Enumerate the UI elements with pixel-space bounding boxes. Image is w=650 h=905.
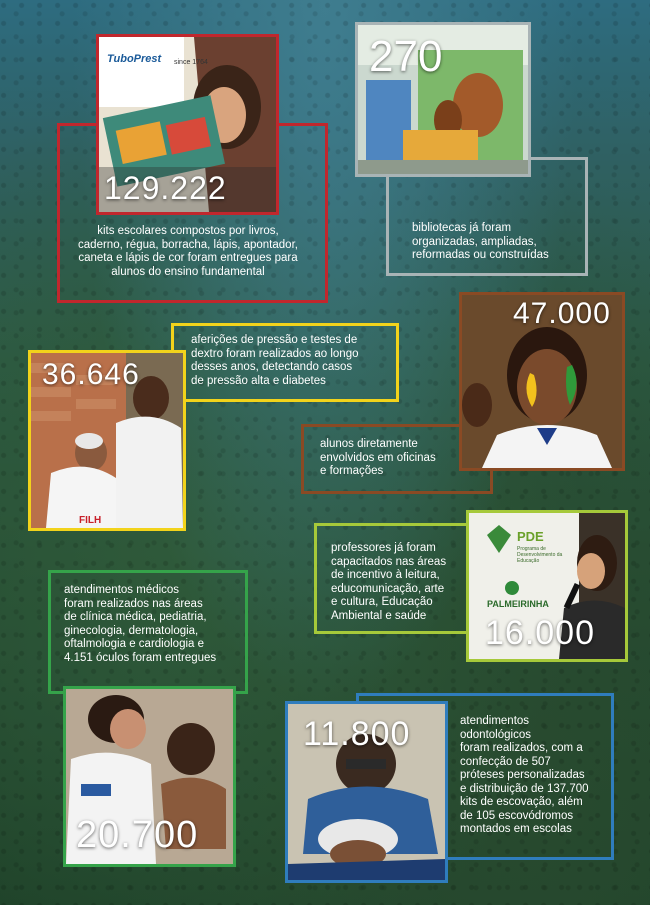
stat-number-students: 47.000 — [513, 297, 611, 330]
stat-text-dental: atendimentos odontológicos foram realizados, com a confecção de 507 próteses personalizadas e distribuição de 137.700 kits de escovação, além de 105 escovódromos montados em escolas — [460, 715, 589, 835]
stat-text-libraries: bibliotecas já foram organizadas, ampliadas, reformadas ou construídas — [412, 222, 549, 261]
banner-org: PALMEIRINHA — [487, 599, 549, 609]
kit-brand-label: TuboPrest — [107, 53, 162, 65]
stat-text-students: alunos diretamente envolvidos em oficinas e formações — [320, 438, 436, 477]
stat-text-kits: kits escolares compostos por livros, caderno, régua, borracha, lápis, apontador, caneta e lápis de cor foram entregues para alunos do ensino fundamental — [78, 225, 298, 278]
stat-number-libraries: 270 — [369, 32, 443, 81]
stat-number-dental: 11.800 — [303, 715, 411, 753]
stat-number-teachers: 16.000 — [485, 614, 595, 652]
banner-title: PDE — [517, 529, 544, 544]
stat-text-medical: atendimentos médicos foram realizados nas áreas de clínica médica, pediatria, ginecologia, dermatologia, oftalmologia e cardiologia e 4.151 óculos foram entregues — [64, 584, 217, 664]
stat-number-pressure: 36.646 — [42, 358, 140, 391]
stat-number-kits: 129.222 — [104, 170, 227, 206]
kit-since-label: since 1764 — [174, 59, 208, 66]
tshirt-label: FILH — [79, 515, 102, 526]
stat-text-pressure: aferições de pressão e testes de dextro foram realizados ao longo desses anos, detectando casos de pressão alta e diabetes — [191, 334, 359, 387]
stat-number-medical: 20.700 — [76, 814, 199, 856]
stat-text-teachers: professores já foram capacitados nas áreas de incentivo à leitura, educomunicação, arte e cultura, Educação Ambiental e saúde — [331, 542, 447, 622]
banner-subtitle: Programa de Desenvolvimento da Educação — [517, 546, 563, 564]
